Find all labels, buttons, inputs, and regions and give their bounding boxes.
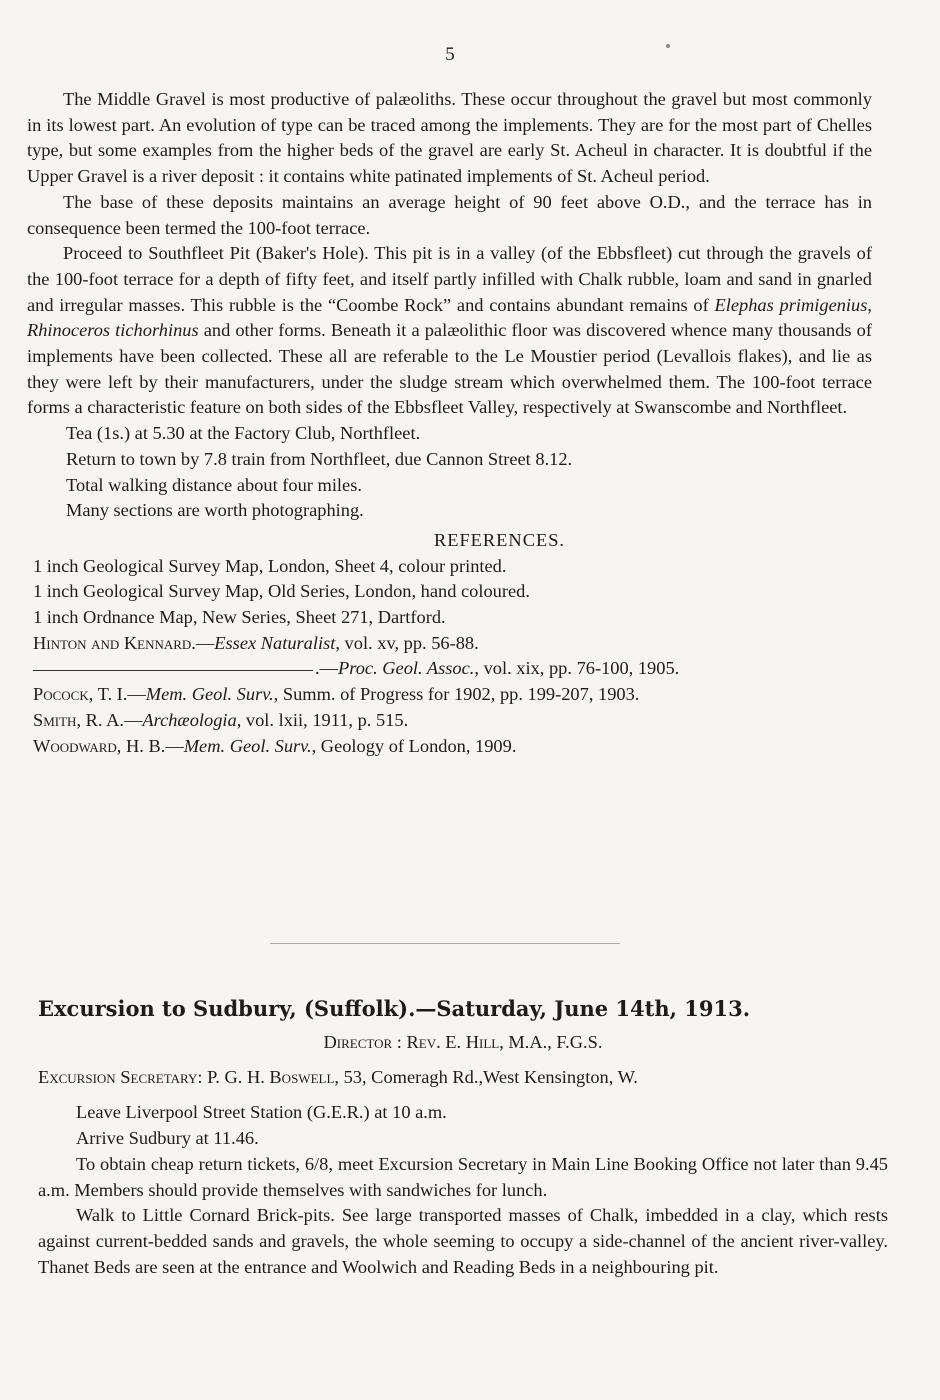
- excursion-line-arrive: Arrive Sudbury at 11.46.: [76, 1128, 259, 1149]
- ink-speck: [666, 44, 670, 48]
- secretary-address: 53, Comeragh Rd.,West Kensington, W.: [339, 1066, 638, 1087]
- reference-woodward: [27, 734, 872, 760]
- reference-dash: —: [127, 684, 146, 705]
- reference-journal: Mem. Geol. Surv.: [145, 684, 274, 705]
- reference-journal: Essex Naturalist: [214, 632, 336, 653]
- reference-details: , vol. lxii, 1911, p. 515.: [236, 709, 409, 730]
- main-text: [27, 87, 872, 759]
- species-separator: ,: [867, 294, 872, 315]
- reference-dash: .—: [315, 658, 338, 679]
- director-label: Director :: [323, 1032, 407, 1052]
- paragraph-southfleet: [27, 241, 872, 421]
- species-elephas: Elephas primigenius: [714, 294, 868, 315]
- species-rhinoceros: Rhinoceros tichorhinus: [27, 320, 199, 341]
- reference-journal: Proc. Geol. Assoc.: [338, 658, 475, 679]
- trip-details: [27, 421, 872, 524]
- reference-dash: —: [123, 709, 143, 730]
- reference-author: Hinton and Kennard.: [33, 632, 196, 653]
- excursion-director: [38, 1030, 888, 1056]
- reference-details: , vol. xv, pp. 56-88.: [335, 632, 479, 653]
- paragraph-middle-gravel: The Middle Gravel is most productive of palæoliths. These occur throughout the gravel but most commonly in its lowest part. An evolution of type can be traced among the implements. They are for the most part of Chelles type, but some examples from the higher beds of the gravel are early St. Acheul in character. It is doubtful if the Upper Gravel is a river deposit : it contains white patinated implements of St. Acheul period.: [27, 89, 872, 187]
- reference-details: , Geology of London, 1909.: [311, 735, 517, 756]
- excursion-line-leave: Leave Liverpool Street Station (G.E.R.) at 10 a.m.: [76, 1102, 447, 1123]
- references-list: [27, 554, 872, 760]
- reference-map-2: 1 inch Geological Survey Map, Old Series, London, hand coloured.: [33, 581, 530, 602]
- reference-hinton-1: [27, 631, 872, 657]
- southfleet-text-2: and other forms. Beneath it a palæolithic floor was discovered whence many thousands of implements have been collected. These all are referable to the Le Moustier period (Levallois flakes), and lie as they were left by their manufacturers, under the sludge stream which overwhelmed them. The 100-foot terrace forms a characteristic feature on both sides of the Ebbsfleet Valley, respectively at Swanscombe and Northfleet.: [27, 320, 872, 418]
- reference-dash: —: [195, 632, 215, 653]
- reference-dash: —: [165, 735, 184, 756]
- director-name: Rev. E. Hill, M.A., F.G.S.: [406, 1032, 603, 1052]
- reference-author: Smith, R. A.: [33, 709, 124, 730]
- excursion-secretary: [38, 1065, 888, 1091]
- reference-journal: Mem. Geol. Surv.: [183, 735, 312, 756]
- excursion-title: Excursion to Sudbury, (Suffolk).—Saturday, June 14th, 1913.: [38, 996, 751, 1021]
- reference-author: Woodward, H. B.: [33, 735, 166, 756]
- trip-line-photographs: Many sections are worth photographing.: [66, 500, 364, 521]
- reference-pocock: [27, 682, 872, 708]
- secretary-label: Excursion Secretary:: [38, 1066, 208, 1087]
- excursion-line-walk: Walk to Little Cornard Brick-pits. See large transported masses of Chalk, imbedded in a clay, which rests against current-bedded sands and gravels, the whole seeming to occupy a side-channel of the ancient river-valley. Thanet Beds are seen at the entrance and Woolwich and Reading Beds in a neighbouring pit.: [38, 1205, 888, 1277]
- reference-smith: [27, 708, 872, 734]
- reference-journal: Archæologia: [142, 709, 237, 730]
- trip-line-tea: Tea (1s.) at 5.30 at the Factory Club, Northfleet.: [66, 423, 421, 444]
- reference-author: Pocock, T. I.: [33, 684, 128, 705]
- reference-details: , Summ. of Progress for 1902, pp. 199-207, 1903.: [273, 684, 640, 705]
- reference-hinton-2: [27, 656, 872, 682]
- trip-line-return: Return to town by 7.8 train from Northfleet, due Cannon Street 8.12.: [66, 448, 573, 469]
- reference-map-3: 1 inch Ordnance Map, New Series, Sheet 271, Dartford.: [33, 607, 446, 628]
- references-heading: REFERENCES.: [433, 529, 566, 550]
- excursion-line-tickets: To obtain cheap return tickets, 6/8, meet Excursion Secretary in Main Line Booking Office not later than 9.45 a.m. Members should provide themselves with sandwiches for lunch.: [38, 1153, 888, 1200]
- trip-line-distance: Total walking distance about four miles.: [66, 474, 362, 495]
- secretary-name: P. G. H. Boswell,: [207, 1066, 339, 1087]
- ditto-rule: [33, 670, 313, 671]
- page-number: 5: [445, 44, 455, 65]
- reference-details: , vol. xix, pp. 76-100, 1905.: [474, 658, 680, 679]
- reference-map-1: 1 inch Geological Survey Map, London, Sheet 4, colour printed.: [33, 555, 507, 576]
- section-divider: [270, 943, 620, 944]
- southfleet-text-1: Proceed to Southfleet Pit (Baker's Hole). This pit is in a valley (of the Ebbsfleet) cut through the gravels of the 100-foot terrace for a depth of fifty feet, and itself partly infilled with Chalk rubble, loam and sand in gnarled and irregular masses. This rubble is the “Coombe Rock” and contains abundant remains of: [27, 243, 872, 315]
- excursion-section: [38, 994, 888, 1280]
- paragraph-base-deposits: The base of these deposits maintains an average height of 90 feet above O.D., and the terrace has in consequence been termed the 100-foot terrace.: [27, 191, 872, 238]
